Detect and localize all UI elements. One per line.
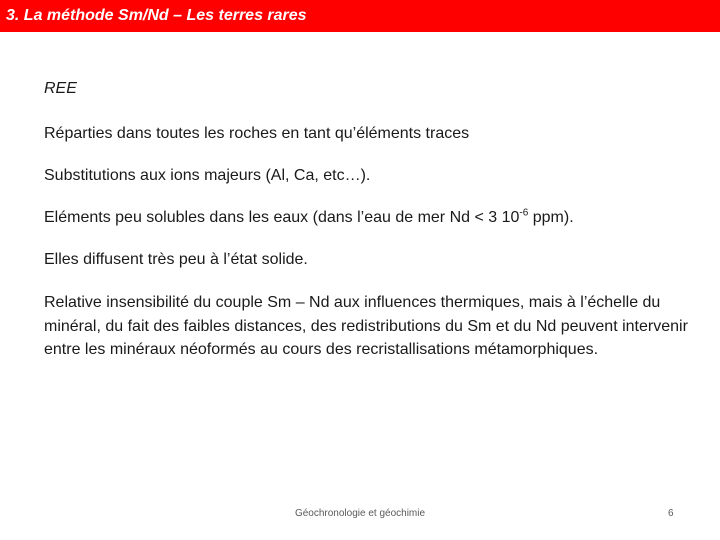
- paragraph-distribution: Réparties dans toutes les roches en tant qu’éléments traces: [44, 125, 470, 142]
- page-number: 6: [668, 508, 674, 519]
- slide-content: [44, 78, 694, 382]
- footer-course-title: Géochronologie et géochimie: [294, 508, 426, 519]
- paragraph-substitution: Substitutions aux ions majeurs (Al, Ca, etc…).: [44, 167, 371, 184]
- slide-title: 3. La méthode Sm/Nd – Les terres rares: [6, 7, 307, 24]
- solubility-text: Eléments peu solubles dans les eaux (dans l’eau de mer Nd < 3 10: [44, 209, 520, 226]
- paragraph-diffusion: Elles diffusent très peu à l’état solide.: [44, 251, 308, 268]
- solubility-unit: ppm).: [528, 209, 574, 226]
- paragraph-thermal: Relative insensibilité du couple Sm – Nd aux influences thermiques, mais à l’échelle du minéral, du fait des faibles distances, des redistributions du Sm et du Nd peuvent intervenir entre les minéraux néoformés au cours des recristallisations métamorphiques.: [44, 294, 688, 358]
- section-heading: REE: [44, 80, 77, 97]
- paragraph-solubility: [44, 207, 694, 229]
- exponent: -6: [519, 207, 529, 219]
- slide-title-bar: [0, 0, 720, 32]
